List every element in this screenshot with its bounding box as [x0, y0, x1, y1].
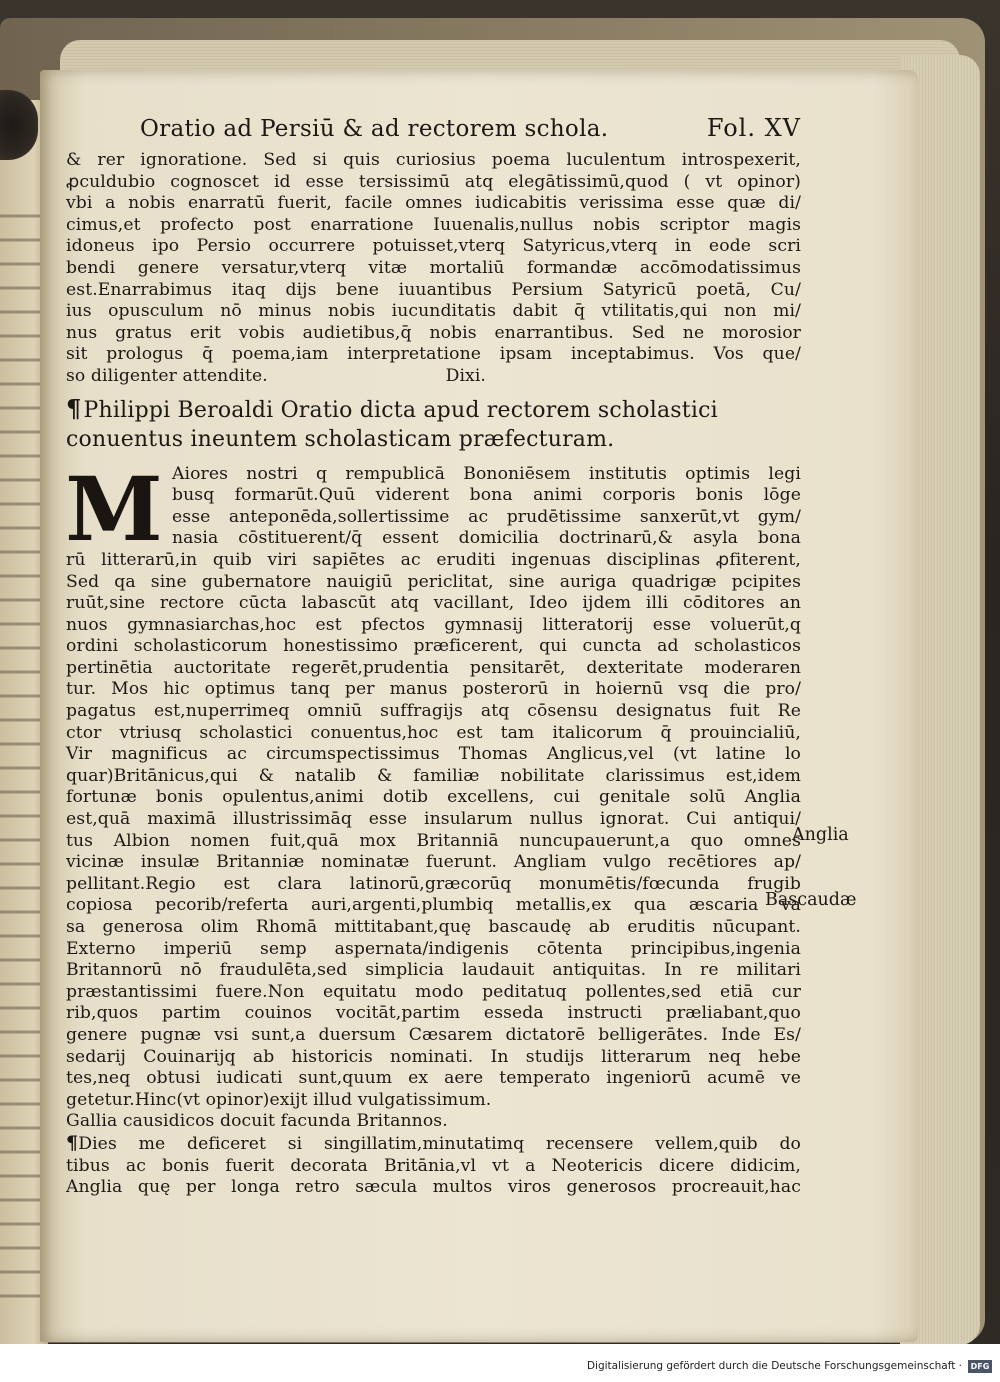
page-text-block — [66, 114, 801, 1199]
text-line: esse anteponēda,sollertissime ac prudētissime sanxerūt,vt gym/ — [172, 506, 801, 527]
text-line-last — [66, 366, 486, 388]
text-line: busq formarūt.Quū viderent bona animi corporis bonis lōge — [172, 485, 801, 506]
text-line: præstantissimi fuere.Non equitatu modo peditatuq pollentes,sed etiā cur — [66, 981, 801, 1002]
text-line: pellitant.Regio est clara latinorū,græcorūq monumētis/fœcunda frugib — [66, 873, 801, 894]
text-line: Externo imperiū semp aspernata/indigenis cōtenta principibus,ingenia — [66, 938, 801, 959]
pilcrow-icon: ¶ — [66, 1131, 79, 1154]
text-line: est.Enarrabimus itaq dijs bene iuuantibus Persium Satyricū poetā, Cu/ — [66, 279, 801, 300]
text-line: tes,neq obtusi iudicati sunt,quum ex aere temperato ingeniorū acumē ve — [66, 1068, 801, 1089]
oration-heading — [66, 394, 801, 454]
text-line: vicinæ insulæ Britanniæ nominatæ fuerunt. Angliam vulgo recētiores ap/ — [66, 852, 801, 873]
text-line: ctor vtriusq scholastici conuentus,hoc est tam italicorum q̄ prouincialiū, — [66, 722, 801, 743]
text-line: rib,quos partim couinos vocitāt,partim esseda instructi præliabant,quo — [66, 1003, 801, 1024]
text-line: idoneus ipo Persio occurrere potuisset,vterq Satyricus,vterq in eode scri — [66, 236, 801, 257]
paragraph-2 — [65, 456, 801, 1112]
heading-text: Philippi Beroaldi Oratio dicta apud rectorem scholastici — [83, 397, 718, 423]
folio-number: Fol. XV — [706, 114, 801, 142]
text-line: copiosa pecorib/referta auri,argenti,plumbiq metallis,ex qua æscaria va — [66, 895, 801, 916]
text-line: tur. Mos hic optimus tanq per manus posterorū in hoiernū vsq die pro/ — [66, 679, 801, 700]
text-line: genere pugnæ vsi sunt,a duersum Cæsarem dictatorē belligerātes. Inde Es/ — [66, 1024, 801, 1045]
text-line: rū litterarū,in quib viri sapiētes ac eruditi ingenuas disciplinas ꝓfiterent, — [66, 549, 801, 570]
pilcrow-icon: ¶ — [66, 393, 82, 423]
text-line: sa generosa olim Rhomā mittitabant,quę bascaudę ab eruditis nūcupant. — [66, 917, 801, 937]
text-line: pertinētia auctoritate regerēt,prudentia pensitarēt, dexteritate moderaren — [66, 657, 801, 678]
text-line: tus Albion nomen fuit,quā mox Britanniā nuncupauerunt,a quo omnes — [66, 830, 801, 851]
text-line: getetur.Hinc(vt opinor)exijt illud vulgatissimum. — [66, 1089, 492, 1110]
text-line: Anglia quę per longa retro sæcula multos viros generosos procreauit,hac — [66, 1177, 801, 1198]
verse-line: Gallia causidicos docuit facunda Britannos. — [66, 1111, 448, 1132]
text-line — [66, 1133, 801, 1156]
text-line: sedarij Couinarijq ab historicis nominati. In studijs litterarum neq hebe — [66, 1046, 801, 1067]
text-line: Vir magnificus ac circumspectissimus Thomas Anglicus,vel (vt latine lo — [66, 744, 801, 765]
text-line: ordini scholasticorum honestissimo præficerent, qui cuncta ad scholasticos — [66, 636, 801, 657]
text-line: & rer ignoratione. Sed si quis curiosius poema luculentum introspexerit, — [66, 150, 801, 170]
text-line: pagatus est,nuperrimeq omniū suffragijs atq cōsensu designatus fuit Re — [66, 701, 801, 722]
text-line: ius opusculum nō minus nobis iucunditatis dabit q̄ vtilitatis,qui non mi/ — [66, 301, 801, 322]
margin-note-bascaudae: Bascaudæ — [765, 890, 857, 910]
text-line: bendi genere versatur,vterq vitæ mortaliū formandæ accōmodatissimus — [66, 257, 801, 278]
heading-line-1 — [66, 394, 801, 425]
footer-bar — [0, 1344, 1000, 1382]
text-line: nasia cōstituerent/q̄ essent domicilia doctrinarū,& asyla bona — [172, 528, 801, 549]
closing-phrase: so diligenter attendite. — [66, 365, 268, 386]
text-line: vbi a nobis enarratū fuerit, facile omnes iudicabitis verissima esse quæ di/ — [66, 193, 801, 214]
text-line: tibus ac bonis fuerit decorata Britānia,vl vt a Neotericis dicere didicim, — [66, 1155, 801, 1176]
text-line: ruūt,sine rectore cūcta labascūt atq vacillant, Ideo ijdem illi cōditores an — [66, 593, 801, 614]
decorated-initial: M — [65, 456, 163, 561]
dixi: Dixi. — [445, 365, 486, 386]
text-line: fortunæ bonis opulentus,animi dotib excellens, cui genitale solū Anglia — [66, 787, 801, 808]
text-line: cimus,et profecto post enarratione Iuuenalis,nullus nobis scriptor magis — [66, 214, 801, 235]
text-line: Aiores nostri q rempublicā Bononiēsem institutis optimis legi — [172, 463, 801, 484]
text-line: est,quā maximā illustrissimāq esse insularum nullus ignorat. Cui antiqui/ — [66, 809, 801, 830]
running-head — [140, 114, 801, 142]
text-line: Sed qa sine gubernatore nauigiū periclitat, sine auriga quadrigæ pcipites — [66, 571, 801, 592]
text-line: Britannorū nō fraudulēta,sed simplicia laudauit antiquitas. In re militari — [66, 960, 801, 981]
text-line: nuos gymnasiarchas,hoc est pfectos gymnasij litteratorij esse voluerūt,q — [66, 614, 801, 635]
text-line: nus gratus erit vobis audietibus,q̄ nobis enarrantibus. Sed ne morosior — [66, 322, 801, 343]
margin-note-anglia: Anglia — [792, 825, 849, 845]
paragraph-1 — [66, 150, 801, 388]
facing-page-text — [0, 200, 44, 1300]
text-line: ꝓculdubio cognoscet id esse tersissimū atq elegātissimū,quod ( vt opinor) — [66, 171, 801, 192]
funding-notice: Digitalisierung gefördert durch die Deutsche Forschungsgemeinschaft · — [586, 1360, 962, 1372]
book-page — [40, 70, 918, 1342]
running-head-title: Oratio ad Persiū & ad rectorem schola. — [140, 116, 609, 142]
dfg-logo: DFG — [968, 1360, 992, 1373]
heading-line-2: conuentus ineuntem scholasticam præfecturam. — [66, 426, 615, 452]
text-line-content: Dies me deficeret si singillatim,minutatimq recensere vellem,quib do — [78, 1133, 801, 1154]
text-line: sit prologus q̄ poema,iam interpretatione ipsam inceptabimus. Vos que/ — [66, 344, 801, 365]
paragraph-3 — [66, 1133, 801, 1199]
text-line: quar)Britānicus,qui & natalib & familiæ nobilitate clarissimus est,idem — [66, 765, 801, 786]
